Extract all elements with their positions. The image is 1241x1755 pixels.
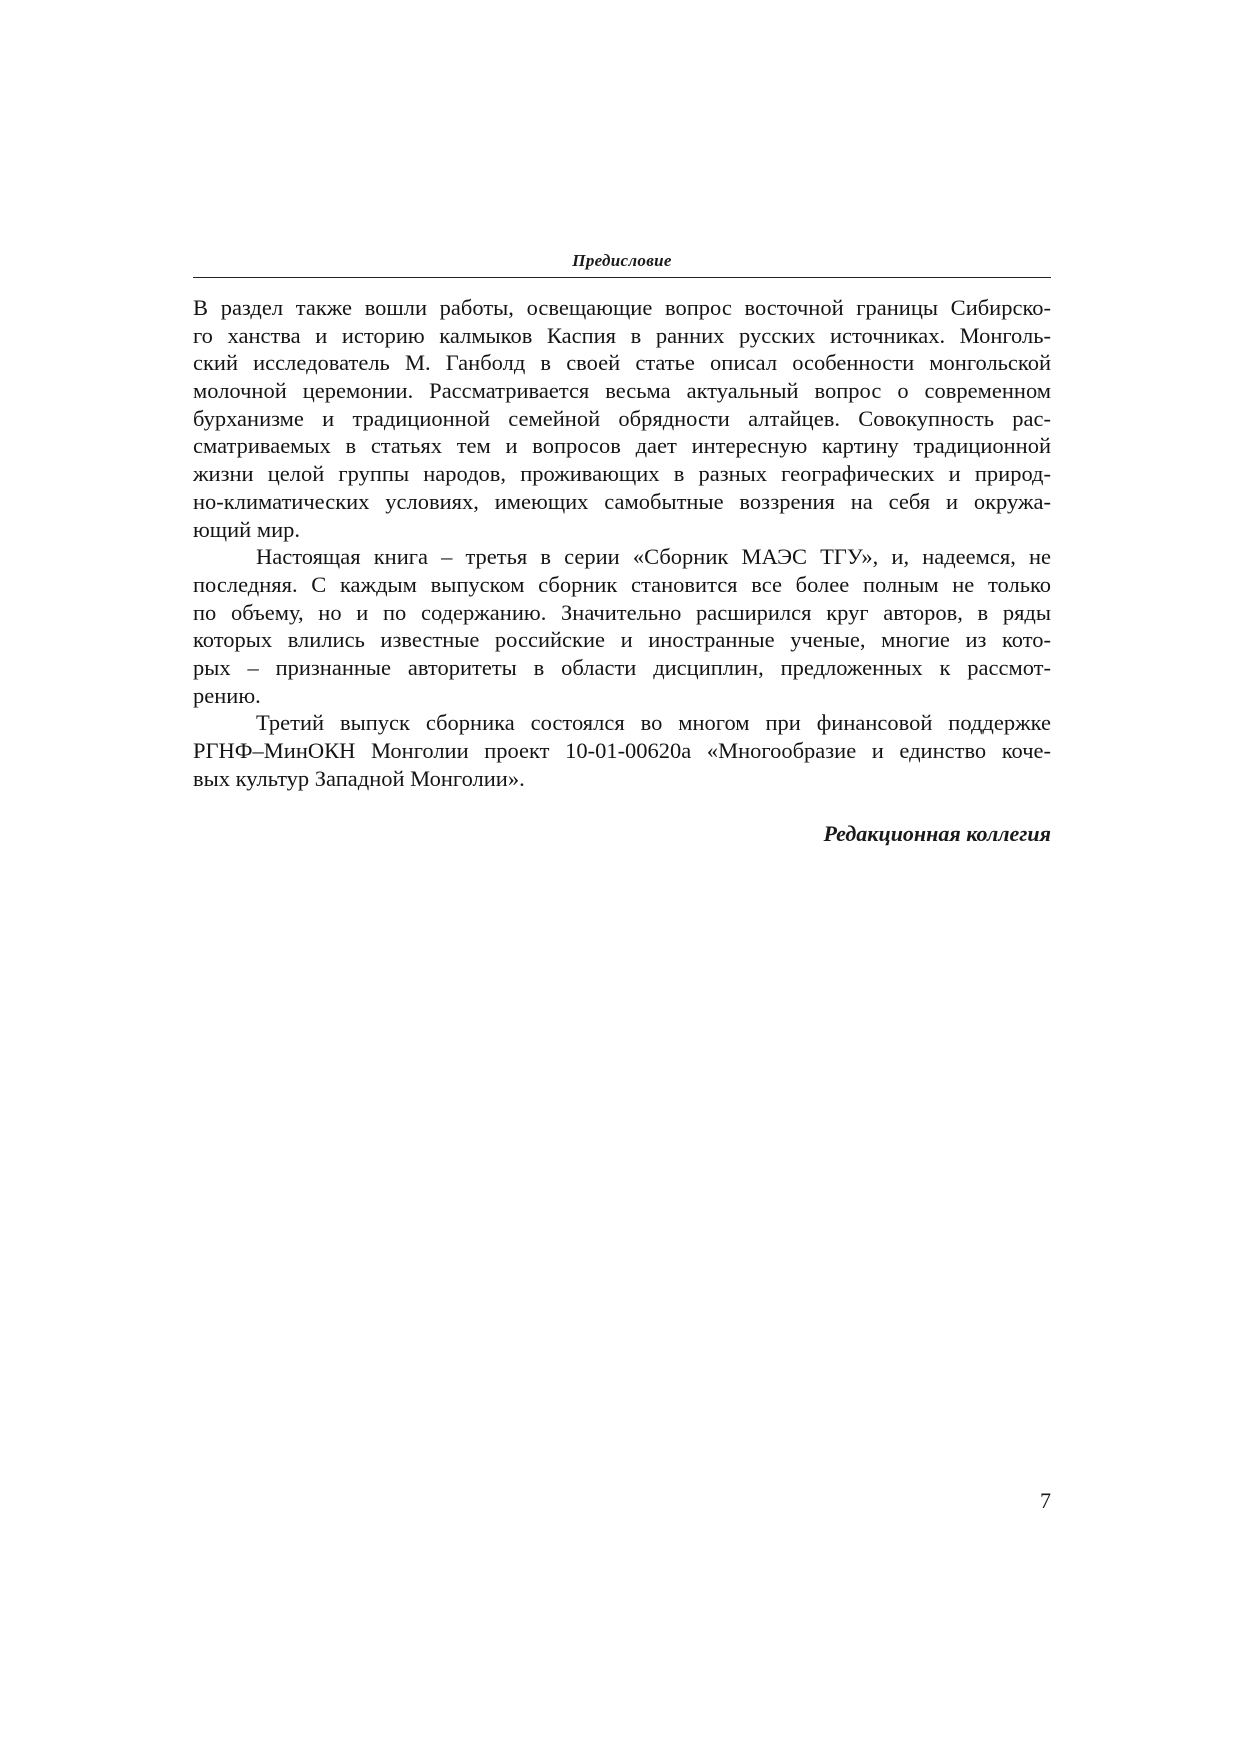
- paragraph-2-line-1: Настоящая книга – третья в серии «Сборник МАЭС ТГУ», и, надеемся, не: [256, 544, 1051, 570]
- paragraph-1-line-9: ющий мир.: [193, 516, 300, 542]
- paragraph-1-line-2: го ханства и историю калмыков Каспия в ранних русских источниках. Монголь-: [193, 322, 1051, 348]
- paragraph-2-line-3: по объему, но и по содержанию. Значительно расширился круг авторов, в ряды: [193, 599, 1051, 625]
- header-rule: [193, 277, 1051, 278]
- body-text: [193, 294, 1051, 792]
- paragraph-1-line-8: но-климатических условиях, имеющих самобытные воззрения на себя и окружа-: [193, 488, 1051, 514]
- paragraph-3-line-2: РГНФ–МинОКН Монголии проект 10-01-00620а «Многообразие и единство коче-: [193, 738, 1051, 763]
- paragraph-1-line-6: сматриваемых в статьях тем и вопросов дает интересную картину традиционной: [193, 433, 1051, 459]
- paragraph-2-line-6: рению.: [193, 682, 261, 708]
- paragraph-1-line-1: В раздел также вошли работы, освещающие вопрос восточной границы Сибирско-: [193, 295, 1051, 320]
- paragraph-2-line-2: последняя. С каждым выпуском сборник становится все более полным не только: [193, 571, 1051, 597]
- running-header: Предисловие: [572, 251, 672, 270]
- paragraph-1-line-3: ский исследователь М. Ганболд в своей статье описал особенности монгольской: [193, 350, 1051, 376]
- signature: Редакционная коллегия: [823, 821, 1051, 846]
- page-number: 7: [1040, 1488, 1051, 1513]
- paragraph-3-line-1: Третий выпуск сборника состоялся во многом при финансовой поддержке: [256, 710, 1051, 736]
- paragraph-1-line-7: жизни целой группы народов, проживающих в разных географических и природ-: [193, 461, 1051, 487]
- paragraph-1-line-4: молочной церемонии. Рассматривается весьма актуальный вопрос о современном: [193, 378, 1051, 404]
- paragraph-2-line-5: рых – признанные авторитеты в области дисциплин, предложенных к рассмот-: [193, 654, 1051, 680]
- paragraph-1-line-5: бурханизме и традиционной семейной обрядности алтайцев. Совокупность рас-: [193, 405, 1051, 431]
- paragraph-2-line-4: которых влились известные российские и иностранные ученые, многие из кото-: [193, 627, 1051, 653]
- paragraph-3-line-3: вых культур Западной Монголии».: [193, 765, 525, 791]
